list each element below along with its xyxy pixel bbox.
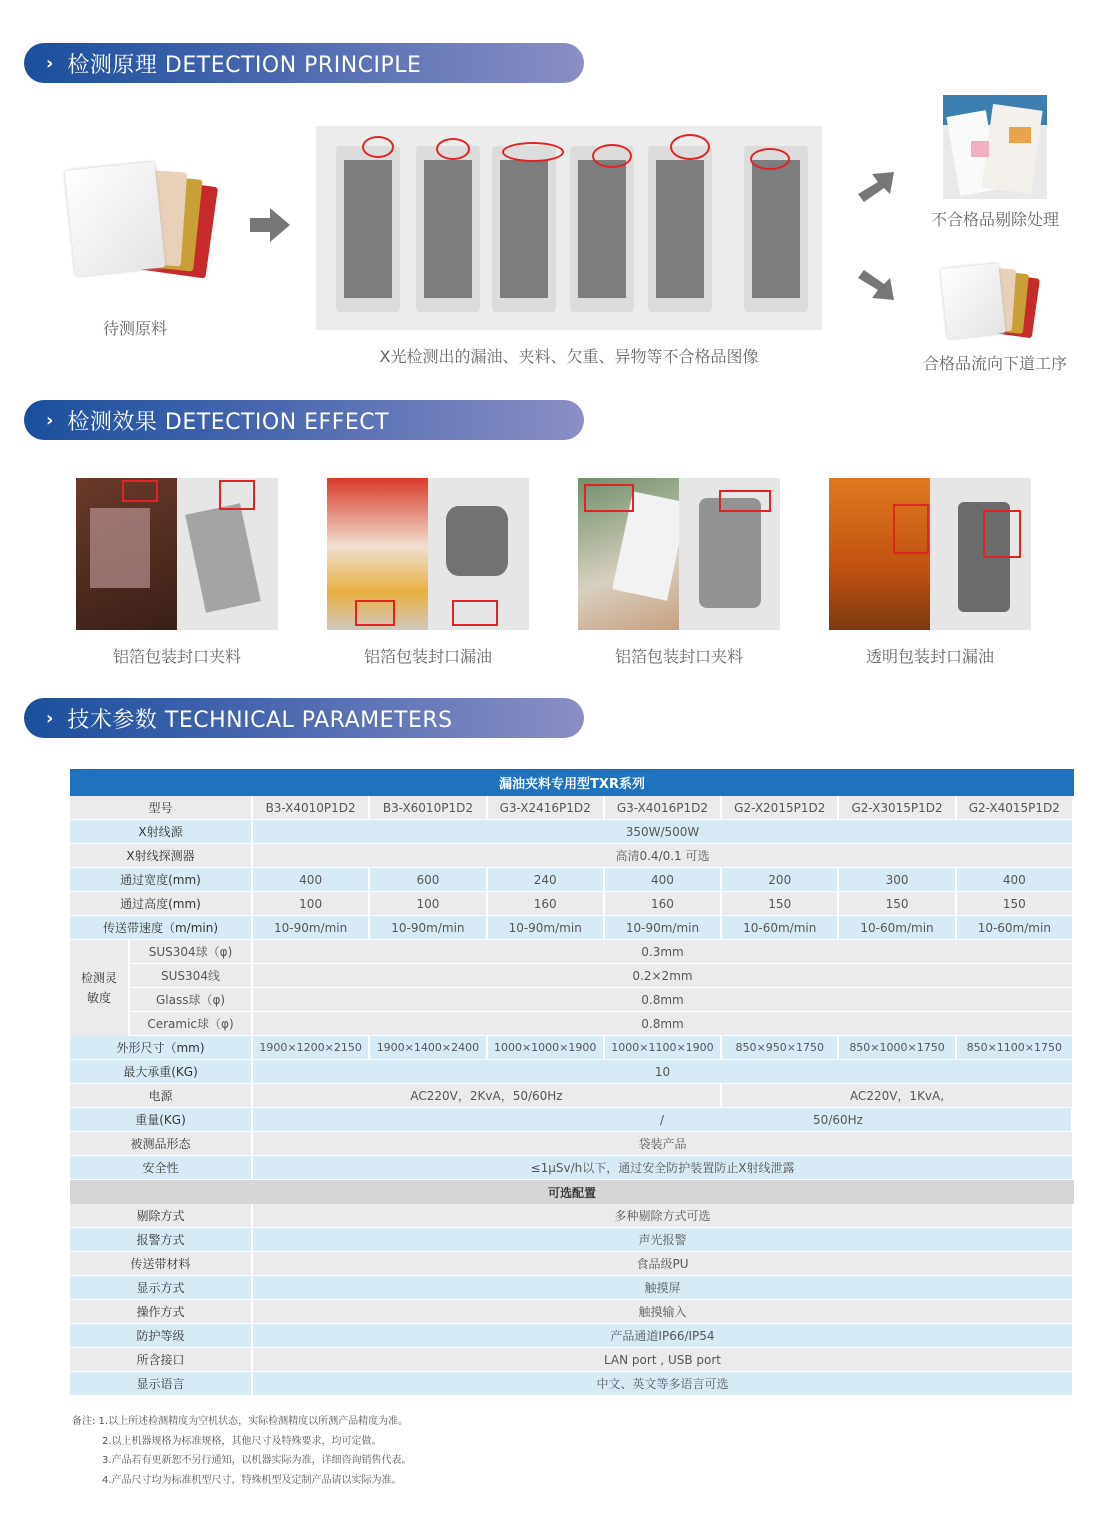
table-row-option: 显示语言 中文、英文等多语言可选 [70,1372,1074,1396]
effect-image-2 [327,478,529,630]
section-title: 技术参数 TECHNICAL PARAMETERS [67,707,453,733]
section-banner-parameters [24,698,584,738]
table-row-xray-source: X射线源 350W/500W [70,820,1074,844]
table-row-option: 显示方式 触摸屏 [70,1276,1074,1300]
table-row-weight: 重量(KG) / 50/60Hz [70,1108,1074,1132]
table-row: SUS304线 0.2×2mm [130,964,1074,988]
table-row-speed: 传送带速度（m/min) 10-90m/min 10-90m/min 10-90m/min 10-90m/min 10-60m/min 10-60m/min 10-60m/min [70,916,1074,940]
pass-caption: 合格品流向下道工序 [922,354,1067,373]
effect-caption-2: 铝箔包装封口漏油 [363,647,492,666]
table-row-option: 所含接口 LAN port , USB port [70,1348,1074,1372]
footnote: 2.以上机器规格为标准规格，其他尺寸及特殊要求，均可定做。 [102,1435,382,1447]
footnote: 3.产品若有更新恕不另行通知，以机器实际为准，详细咨询销售代表。 [102,1455,412,1466]
table-row-option: 防护等级 产品通道IP66/IP54 [70,1324,1074,1348]
table-row-safety: 安全性 ≤1μSv/h以下，通过安全防护装置防止X射线泄露 [70,1156,1074,1180]
section-title: 检测原理 DETECTION PRINCIPLE [67,52,422,78]
table-row-power: 电源 AC220V，2KvA，50/60Hz AC220V，1KvA, [70,1084,1074,1108]
table-row-option: 传送带材料 食品级PU [70,1252,1074,1276]
raw-material-caption: 待测原料 [102,319,167,338]
table-row-option: 剔除方式 多种剔除方式可选 [70,1204,1074,1228]
footnotes [72,1412,412,1490]
table-row: SUS304球（φ) 0.3mm [130,940,1074,964]
effect-caption-4: 透明包装封口漏油 [865,647,994,666]
effect-caption-3: 铝箔包装封口夹料 [614,647,743,666]
chevron-right-icon: › [46,707,54,729]
table-row: Glass球（φ) 0.8mm [130,988,1074,1012]
effect-caption-1: 铝箔包装封口夹料 [112,647,241,666]
options-header: 可选配置 [70,1180,1074,1204]
table-block-sensitivity [70,940,1074,1036]
xray-caption: X光检测出的漏油、夹料、欠重、异物等不合格品图像 [379,347,759,366]
table-row-models: 型号 B3-X4010P1D2 B3-X6010P1D2 G3-X2416P1D2 G3-X4016P1D2 G2-X2015P1D2 G2-X3015P1D2 G2-X4015P1D2 [70,796,1074,820]
parameters-table [70,769,1074,1396]
pass-image [940,262,1040,342]
section-banner-effect [24,400,584,440]
table-row-height: 通过高度(mm) 100 100 160 160 150 150 150 [70,892,1074,916]
section-banner-principle [24,43,584,83]
arrow-right-icon [250,208,290,242]
section-title: 检测效果 DETECTION EFFECT [67,409,390,435]
table-row-load: 最大承重(KG) 10 [70,1060,1074,1084]
chevron-right-icon: › [46,52,54,74]
footnote: 备注: 1.以上所述检测精度为空机状态，实际检测精度以所测产品精度为准。 [72,1416,409,1427]
table-row-detector: X射线探测器 高清0.4/0.1 可选 [70,844,1074,868]
chevron-right-icon: › [46,409,54,431]
effect-image-3 [578,478,780,630]
arrow-down-right-icon [856,268,896,304]
table-row-dims: 外形尺寸（mm) 1900×1200×2150 1900×1400×2400 1000×1000×1900 1000×1100×1900 850×950×1750 850×1000×1750 850×1100×1750 [70,1036,1074,1060]
effect-image-1 [76,478,278,630]
table-row: Ceramic球（φ) 0.8mm [130,1012,1074,1036]
reject-image [943,95,1047,199]
table-row-option: 报警方式 声光报警 [70,1228,1074,1252]
effect-image-4 [829,478,1031,630]
xray-image [316,126,822,330]
sensitivity-label: 检测灵敏度 [70,940,130,1036]
table-row-form: 被测品形态 袋装产品 [70,1132,1074,1156]
footnote: 4.产品尺寸均为标准机型尺寸，特殊机型及定制产品请以实际为准。 [102,1474,402,1486]
reject-caption: 不合格品剔除处理 [930,210,1059,229]
arrow-up-right-icon [856,168,896,204]
table-title: 漏油夹料专用型TXR系列 [70,769,1074,796]
table-row-option: 操作方式 触摸输入 [70,1300,1074,1324]
table-row-width: 通过宽度(mm) 400 600 240 400 200 300 400 [70,868,1074,892]
